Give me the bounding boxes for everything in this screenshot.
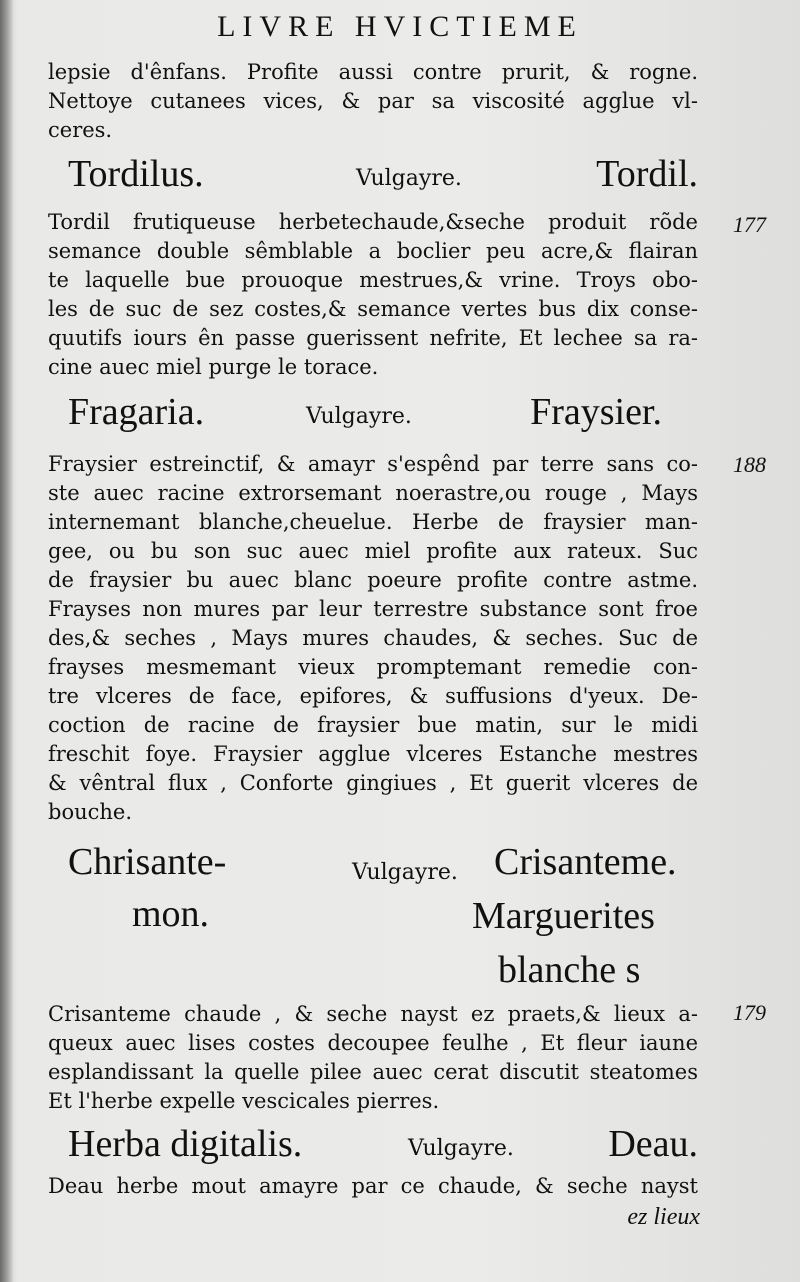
- vulgaire-label: Vulgayre.: [408, 1136, 514, 1161]
- text-line: cine auec miel purge le torace.: [48, 355, 379, 379]
- text-line: de fraysier bu auec blanc poeure profite contre astme.: [48, 568, 698, 592]
- latin-name: Chrisante-: [68, 841, 227, 883]
- french-name: Tordil.: [596, 153, 698, 195]
- text-line: ceres.: [48, 118, 113, 142]
- entry-heading-fragaria: [48, 390, 698, 440]
- text-line: freschit foye. Fraysier agglue vlceres Estanche mestres: [48, 742, 698, 766]
- text-line: Fraysier estreinctif, & amayr s'espênd par terre sans co-: [48, 452, 698, 476]
- text-line: des,& seches , Mays mures chaudes, & seches. Suc de: [48, 626, 698, 650]
- running-head: LIVRE HVICTIEME: [217, 10, 583, 43]
- entry-heading-tordilus: [48, 152, 698, 202]
- text-line: Frayses non mures par leur terrestre substance sont froe: [48, 597, 698, 621]
- text-line: semance double sêmblable a boclier peu acre,& flairan: [48, 239, 698, 263]
- text-line: coction de racine de fraysier bue matin, sur le midi: [48, 713, 698, 737]
- catchword: ez lieux: [627, 1204, 700, 1230]
- french-name: Crisanteme.: [494, 841, 677, 883]
- text-line: Et l'herbe expelle vescicales pierres.: [48, 1089, 440, 1113]
- text-line: Crisanteme chaude , & seche nayst ez praets,& lieux a-: [48, 1002, 698, 1026]
- vulgaire-label: Vulgayre.: [356, 166, 462, 191]
- margin-number: 188: [733, 452, 766, 477]
- text-line: tre vlceres de face, epifores, & suffusions d'yeux. De-: [48, 684, 698, 708]
- text-line: lepsie d'ênfans. Profite aussi contre prurit, & rogne.: [48, 60, 698, 84]
- text-line: queux auec lises costes decoupee feulhe , Et fleur iaune: [48, 1031, 698, 1055]
- latin-name: Fragaria.: [68, 391, 205, 433]
- text-line: Tordil frutiqueuse herbetechaude,&seche produit rõde: [48, 210, 698, 234]
- latin-name: Tordilus.: [68, 153, 204, 195]
- text-line: & vêntral flux , Conforte gingiues , Et guerit vlceres de: [48, 771, 698, 795]
- page-gutter-shadow: [0, 0, 14, 1282]
- text-line: les de suc de sez costes,& semance vertes bus dix conse-: [48, 297, 698, 321]
- text-line: gee, ou bu son suc auec miel profite aux rateux. Suc: [48, 539, 698, 563]
- text-line: Deau herbe mout amayre par ce chaude, & seche nayst: [48, 1174, 698, 1198]
- text-line: te laquelle bue prouoque mestrues,& vrine. Troys obo-: [48, 268, 698, 292]
- text-line: bouche.: [48, 800, 132, 824]
- french-name: Deau.: [608, 1123, 698, 1165]
- latin-name: Herba digitalis.: [68, 1123, 303, 1165]
- text-line: ste auec racine extrorsemant noerastre,ou rouge , Mays: [48, 481, 698, 505]
- french-name-alt: Marguerites: [472, 895, 655, 937]
- french-name: Fraysier.: [530, 391, 662, 433]
- french-name-alt-continued: blanche s: [498, 949, 641, 991]
- text-line: Nettoye cutanees vices, & par sa viscosité agglue vl-: [48, 89, 698, 113]
- vulgaire-label: Vulgayre.: [306, 404, 412, 429]
- margin-number: 179: [733, 1000, 766, 1025]
- text-line: frayses mesmemant vieux promptemant remedie con-: [48, 655, 698, 679]
- text-line: quutifs iours ên passe guerissent nefrite, Et lechee sa ra-: [48, 326, 698, 350]
- text-line: internemant blanche,cheuelue. Herbe de fraysier man-: [48, 510, 698, 534]
- latin-name-continued: mon.: [132, 893, 210, 935]
- text-line: esplandissant la quelle pilee auec cerat discutit steatomes: [48, 1060, 698, 1084]
- vulgaire-label: Vulgayre.: [352, 860, 458, 885]
- entry-heading-digitalis: [48, 1122, 698, 1172]
- margin-number: 177: [733, 212, 766, 237]
